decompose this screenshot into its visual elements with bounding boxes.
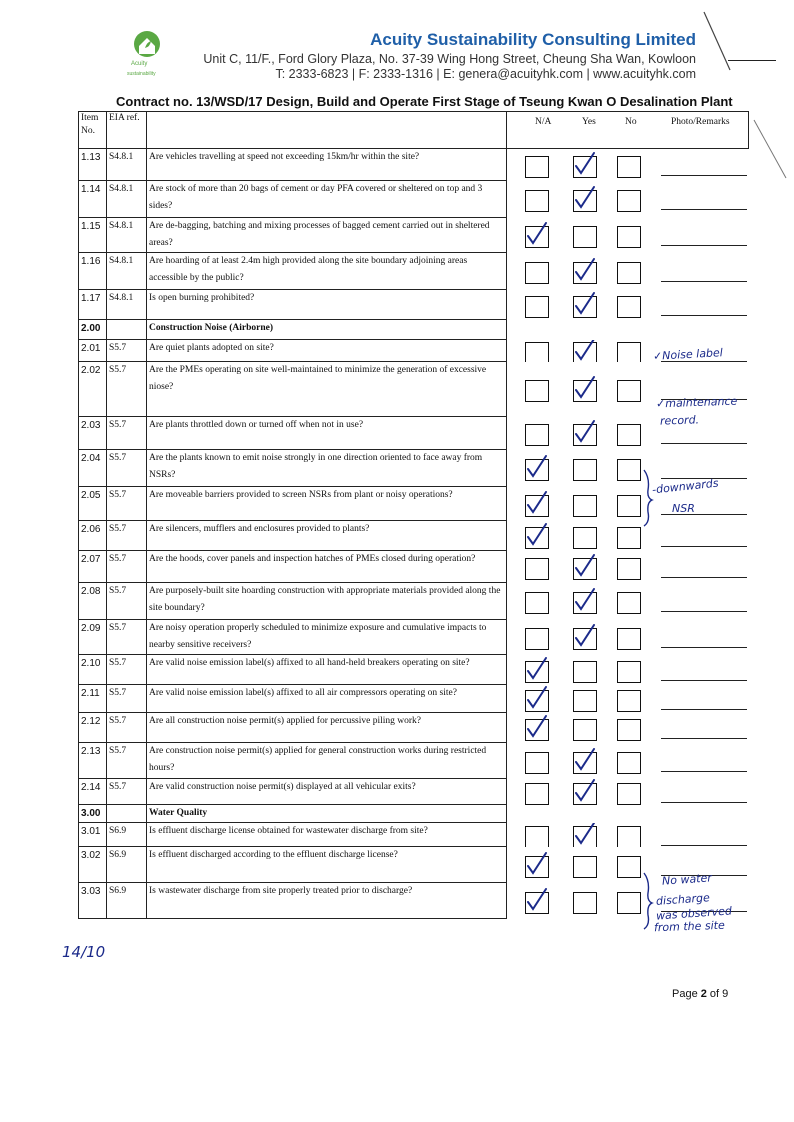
- question-text: Are valid noise emission label(s) affixed to all air compressors operating on site?: [147, 685, 507, 713]
- question-text: Are vehicles travelling at speed not exceeding 15km/hr within the site?: [147, 149, 507, 181]
- checkbox-yes[interactable]: [573, 495, 597, 517]
- item-number: 2.01: [79, 340, 107, 362]
- item-number: 2.00: [79, 320, 107, 340]
- handwritten-remark: -downwards: [651, 476, 720, 497]
- checkbox-no[interactable]: [617, 424, 641, 446]
- handwritten-remark: from the site: [653, 918, 725, 935]
- remarks-line[interactable]: [661, 709, 747, 710]
- checkbox-yes[interactable]: [573, 342, 597, 362]
- logo-subtext: sustainability: [127, 71, 156, 77]
- question-text: Is effluent discharge license obtained for wastewater discharge from site?: [147, 823, 507, 847]
- status-cell: [507, 847, 749, 883]
- item-number: 3.02: [79, 847, 107, 883]
- checkbox-no[interactable]: [617, 592, 641, 614]
- checkmark-icon: [524, 454, 550, 484]
- checklist-row: [79, 779, 749, 805]
- item-number: 2.06: [79, 521, 107, 551]
- checkbox-yes[interactable]: [573, 783, 597, 805]
- eia-reference: S5.7: [107, 655, 147, 685]
- handwritten-remark: discharge: [655, 891, 711, 908]
- section-header-row: [79, 320, 749, 340]
- checkbox-na[interactable]: [525, 495, 549, 517]
- checklist-row: [79, 417, 749, 450]
- checkbox-na[interactable]: [525, 527, 549, 549]
- checkbox-yes[interactable]: [573, 752, 597, 774]
- remarks-line[interactable]: [661, 738, 747, 739]
- question-text: Are all construction noise permit(s) applied for percussive piling work?: [147, 713, 507, 743]
- checklist-row: [79, 290, 749, 320]
- checkbox-yes[interactable]: [573, 628, 597, 650]
- status-cell: [507, 181, 749, 218]
- question-text: Are stock of more than 20 bags of cement or day PFA covered or sheltered on top and 3 sides?: [147, 181, 507, 218]
- handwritten-date: 14/10: [62, 943, 106, 961]
- eia-reference: S5.7: [107, 620, 147, 655]
- checkbox-no[interactable]: [617, 156, 641, 178]
- checkbox-na[interactable]: [525, 156, 549, 178]
- checklist-row: [79, 743, 749, 779]
- col-no: No: [625, 117, 637, 127]
- checkmark-icon: [572, 823, 598, 847]
- remarks-line[interactable]: [661, 245, 747, 246]
- eia-reference: S5.7: [107, 362, 147, 417]
- checkmark-icon: [572, 747, 598, 777]
- remarks-line[interactable]: [661, 175, 747, 176]
- address-line-2: T: 2333-6823 | F: 2333-1316 | E: genera@acuityhk.com | www.acuityhk.com: [275, 67, 696, 81]
- checkbox-na[interactable]: [525, 783, 549, 805]
- checklist-row: [79, 620, 749, 655]
- eia-reference: S5.7: [107, 583, 147, 620]
- status-cell: [507, 713, 749, 743]
- item-number: 3.03: [79, 883, 107, 919]
- checkbox-yes[interactable]: [573, 226, 597, 248]
- contract-title: Contract no. 13/WSD/17 Design, Build and Operate First Stage of Tseung Kwan O Desalination Plant: [116, 94, 733, 109]
- handwritten-remark: was observed: [655, 904, 733, 923]
- checklist-row: [79, 655, 749, 685]
- item-number: 1.15: [79, 218, 107, 253]
- checkbox-yes[interactable]: [573, 592, 597, 614]
- col-question: [147, 112, 507, 149]
- logo-text: Acuity: [131, 61, 148, 67]
- item-number: 2.13: [79, 743, 107, 779]
- handwritten-remark: NSR: [672, 502, 695, 515]
- eia-reference: S4.8.1: [107, 218, 147, 253]
- eia-reference: S5.7: [107, 551, 147, 583]
- status-cell: [507, 823, 749, 847]
- checkmark-icon: [524, 522, 550, 551]
- remarks-line[interactable]: [661, 771, 747, 772]
- eia-reference: S6.9: [107, 823, 147, 847]
- checklist-row: [79, 823, 749, 847]
- checklist-row: [79, 713, 749, 743]
- checkbox-yes[interactable]: [573, 262, 597, 284]
- checkbox-yes[interactable]: [573, 190, 597, 212]
- col-status: [507, 112, 749, 149]
- checklist-row: [79, 362, 749, 417]
- question-text: Are hoarding of at least 2.4m high provided along the site boundary adjoining areas accessible by the public?: [147, 253, 507, 290]
- company-name: Acuity Sustainability Consulting Limited: [370, 30, 696, 49]
- eia-reference: S6.9: [107, 883, 147, 919]
- checkbox-na[interactable]: [525, 190, 549, 212]
- item-number: 2.02: [79, 362, 107, 417]
- item-number: 3.01: [79, 823, 107, 847]
- checkmark-icon: [524, 685, 550, 713]
- status-cell: [507, 253, 749, 290]
- col-na: N/A: [535, 117, 552, 127]
- checkmark-icon: [572, 340, 598, 362]
- question-text: Are plants throttled down or turned off when not in use?: [147, 417, 507, 450]
- checklist-row: [79, 551, 749, 583]
- checkbox-na[interactable]: [525, 342, 549, 362]
- checkbox-yes[interactable]: [573, 459, 597, 481]
- checkbox-no[interactable]: [617, 661, 641, 683]
- checkbox-no[interactable]: [617, 856, 641, 878]
- page-number: Page 2 of 9: [672, 988, 729, 1000]
- remarks-line[interactable]: [661, 802, 747, 803]
- checkbox-na[interactable]: [525, 592, 549, 614]
- checkbox-no[interactable]: [617, 892, 641, 914]
- eia-reference: S5.7: [107, 340, 147, 362]
- checkbox-na[interactable]: [525, 856, 549, 878]
- checkmark-icon: [524, 490, 550, 520]
- checkbox-no[interactable]: [617, 262, 641, 284]
- checkbox-no[interactable]: [617, 527, 641, 549]
- col-eia-ref: EIA ref.: [107, 112, 147, 149]
- item-number: 2.10: [79, 655, 107, 685]
- checkbox-no[interactable]: [617, 752, 641, 774]
- checkbox-na[interactable]: [525, 719, 549, 741]
- status-cell: [507, 655, 749, 685]
- remarks-line[interactable]: [661, 443, 747, 444]
- remarks-line[interactable]: [661, 680, 747, 681]
- eia-reference: S5.7: [107, 779, 147, 805]
- remarks-line[interactable]: [661, 845, 747, 846]
- checkbox-yes[interactable]: [573, 690, 597, 712]
- checkbox-na[interactable]: [525, 752, 549, 774]
- handwritten-remark: ✓Noise label: [652, 346, 724, 363]
- question-text: Are the hoods, cover panels and inspection hatches of PMEs closed during operation?: [147, 551, 507, 583]
- handwritten-brace: [640, 866, 654, 936]
- section-title: Water Quality: [147, 805, 507, 823]
- checkbox-yes[interactable]: [573, 156, 597, 178]
- checklist-row: [79, 340, 749, 362]
- col-item-no: Item No.: [79, 112, 107, 149]
- company-address: [203, 52, 696, 82]
- checkbox-yes[interactable]: [573, 380, 597, 402]
- status-cell: [507, 417, 749, 450]
- status-cell: [507, 551, 749, 583]
- item-number: 2.08: [79, 583, 107, 620]
- question-text: Are moveable barriers provided to screen NSRs from plant or noisy operations?: [147, 487, 507, 521]
- remarks-line[interactable]: [661, 546, 747, 547]
- eia-reference: S4.8.1: [107, 149, 147, 181]
- item-number: 2.09: [79, 620, 107, 655]
- checkbox-no[interactable]: [617, 690, 641, 712]
- checkmark-icon: [524, 221, 550, 251]
- remarks-line[interactable]: [661, 281, 747, 282]
- checkbox-na[interactable]: [525, 558, 549, 580]
- status-cell: [507, 487, 749, 521]
- remarks-line[interactable]: [661, 647, 747, 648]
- question-text: Are the PMEs operating on site well-maintained to minimize the generation of excessive niose?: [147, 362, 507, 417]
- checkmark-icon: [572, 291, 598, 320]
- item-number: 2.14: [79, 779, 107, 805]
- eia-reference: S5.7: [107, 743, 147, 779]
- checkbox-na[interactable]: [525, 424, 549, 446]
- status-cell: [507, 779, 749, 805]
- address-line-1: Unit C, 11/F., Ford Glory Plaza, No. 37-39 Wing Hong Street, Cheung Sha Wan, Kowloon: [203, 52, 696, 66]
- item-number: 2.12: [79, 713, 107, 743]
- remarks-line[interactable]: [661, 577, 747, 578]
- checkbox-yes[interactable]: [573, 892, 597, 914]
- eia-reference: S5.7: [107, 417, 147, 450]
- checkbox-na[interactable]: [525, 661, 549, 683]
- checklist-row: [79, 218, 749, 253]
- checklist-row: [79, 583, 749, 620]
- checkmark-icon: [524, 851, 550, 881]
- checklist-row: [79, 149, 749, 181]
- eia-reference: S5.7: [107, 521, 147, 551]
- checklist-row: [79, 253, 749, 290]
- checkbox-yes[interactable]: [573, 558, 597, 580]
- question-text: Are noisy operation properly scheduled to minimize exposure and cumulative impacts to nearby sensitive receivers?: [147, 620, 507, 655]
- checkmark-icon: [572, 185, 598, 215]
- handwritten-remark: No water: [661, 871, 713, 888]
- status-cell: [507, 218, 749, 253]
- handwritten-remark: ✓maintenance: [655, 394, 738, 411]
- checkbox-na[interactable]: [525, 628, 549, 650]
- question-text: Are the plants known to emit noise strongly in one direction oriented to face away from NSRs?: [147, 450, 507, 487]
- status-cell: [507, 149, 749, 181]
- checkmark-icon: [572, 419, 598, 449]
- remarks-line[interactable]: [661, 611, 747, 612]
- remarks-line[interactable]: [661, 209, 747, 210]
- checkbox-no[interactable]: [617, 342, 641, 362]
- checkbox-no[interactable]: [617, 783, 641, 805]
- status-cell: [507, 620, 749, 655]
- checklist-row: [79, 685, 749, 713]
- col-remarks: Photo/Remarks: [671, 117, 730, 127]
- eia-reference: [107, 320, 147, 340]
- status-cell: [507, 320, 749, 340]
- status-cell: [507, 805, 749, 823]
- checkbox-no[interactable]: [617, 558, 641, 580]
- checkmark-icon: [572, 375, 598, 405]
- eia-reference: [107, 805, 147, 823]
- checkbox-na[interactable]: [525, 296, 549, 318]
- checklist-row: [79, 181, 749, 218]
- eia-reference: S4.8.1: [107, 181, 147, 218]
- item-number: 2.03: [79, 417, 107, 450]
- checkbox-na[interactable]: [525, 826, 549, 847]
- status-cell: [507, 685, 749, 713]
- item-number: 2.07: [79, 551, 107, 583]
- status-cell: [507, 583, 749, 620]
- col-yes: Yes: [582, 117, 596, 127]
- checkmark-icon: [572, 587, 598, 617]
- checkbox-yes[interactable]: [573, 424, 597, 446]
- eia-reference: S6.9: [107, 847, 147, 883]
- item-number: 1.14: [79, 181, 107, 218]
- checkbox-na[interactable]: [525, 380, 549, 402]
- section-title: Construction Noise (Airborne): [147, 320, 507, 340]
- status-cell: [507, 290, 749, 320]
- question-text: Are de-bagging, batching and mixing processes of bagged cement carried out in sheltered areas?: [147, 218, 507, 253]
- handwritten-remark: record.: [659, 413, 700, 428]
- checkmark-icon: [524, 714, 550, 743]
- checkbox-na[interactable]: [525, 262, 549, 284]
- table-header-row: [79, 112, 749, 149]
- checkbox-no[interactable]: [617, 190, 641, 212]
- item-number: 1.17: [79, 290, 107, 320]
- eia-reference: S4.8.1: [107, 290, 147, 320]
- checkbox-yes[interactable]: [573, 296, 597, 318]
- checkbox-no[interactable]: [617, 226, 641, 248]
- checkbox-no[interactable]: [617, 459, 641, 481]
- eia-reference: S5.7: [107, 450, 147, 487]
- eia-reference: S5.7: [107, 685, 147, 713]
- eia-reference: S5.7: [107, 713, 147, 743]
- checkbox-yes[interactable]: [573, 527, 597, 549]
- checkbox-yes[interactable]: [573, 719, 597, 741]
- checkmark-icon: [572, 623, 598, 653]
- status-cell: [507, 521, 749, 551]
- checkbox-no[interactable]: [617, 719, 641, 741]
- item-number: 1.16: [79, 253, 107, 290]
- question-text: Is wastewater discharge from site properly treated prior to discharge?: [147, 883, 507, 919]
- item-number: 2.05: [79, 487, 107, 521]
- question-text: Are silencers, mufflers and enclosures provided to plants?: [147, 521, 507, 551]
- handwritten-brace: [640, 468, 654, 528]
- item-number: 1.13: [79, 149, 107, 181]
- checkmark-icon: [524, 656, 550, 685]
- checkbox-no[interactable]: [617, 826, 641, 847]
- status-cell: [507, 743, 749, 779]
- question-text: Is open burning prohibited?: [147, 290, 507, 320]
- item-number: 3.00: [79, 805, 107, 823]
- question-text: Are construction noise permit(s) applied for general construction works during restricted hours?: [147, 743, 507, 779]
- question-text: Are valid construction noise permit(s) displayed at all vehicular exits?: [147, 779, 507, 805]
- question-text: Are valid noise emission label(s) affixed to all hand-held breakers operating on site?: [147, 655, 507, 685]
- question-text: Are quiet plants adopted on site?: [147, 340, 507, 362]
- checkmark-icon: [572, 553, 598, 583]
- checkbox-no[interactable]: [617, 380, 641, 402]
- remarks-line[interactable]: [661, 315, 747, 316]
- eia-reference: S4.8.1: [107, 253, 147, 290]
- section-header-row: [79, 805, 749, 823]
- checkmark-icon: [524, 887, 550, 917]
- item-number: 2.11: [79, 685, 107, 713]
- checkbox-no[interactable]: [617, 495, 641, 517]
- checkbox-na[interactable]: [525, 226, 549, 248]
- checkmark-icon: [572, 779, 598, 805]
- checkmark-icon: [572, 257, 598, 287]
- checkbox-yes[interactable]: [573, 661, 597, 683]
- checkbox-no[interactable]: [617, 628, 641, 650]
- question-text: Are purposely-built site hoarding construction with appropriate materials provided along the site boundary?: [147, 583, 507, 620]
- question-text: Is effluent discharged according to the effluent discharge license?: [147, 847, 507, 883]
- checkbox-yes[interactable]: [573, 826, 597, 847]
- checkbox-na[interactable]: [525, 892, 549, 914]
- eia-reference: S5.7: [107, 487, 147, 521]
- checkbox-na[interactable]: [525, 459, 549, 481]
- item-number: 2.04: [79, 450, 107, 487]
- checkmark-icon: [572, 151, 598, 181]
- checkbox-yes[interactable]: [573, 856, 597, 878]
- checkbox-no[interactable]: [617, 296, 641, 318]
- checkbox-na[interactable]: [525, 690, 549, 712]
